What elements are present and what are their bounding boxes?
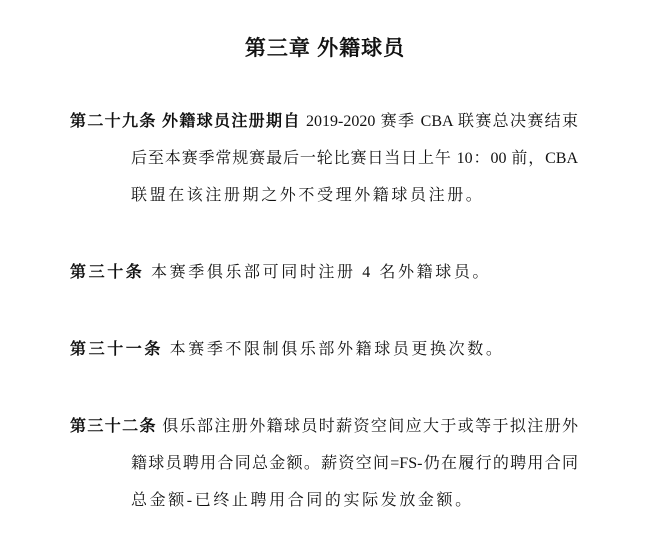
- article-30-text: 本赛季俱乐部可同时注册 4 名外籍球员。: [151, 264, 492, 281]
- article-29-line-1: [70, 112, 578, 132]
- article-32-heading: 第三十二条: [70, 418, 157, 435]
- article-30-heading: 第三十条: [70, 264, 145, 281]
- article-32-line-2: 籍球员聘用合同总金额。薪资空间=FS-仍在履行的聘用合同: [131, 455, 578, 472]
- article-32-line-3: 总金额-已终止聘用合同的实际发放金额。: [131, 492, 474, 509]
- article-32-text: 俱乐部注册外籍球员时薪资空间应大于或等于拟注册外: [162, 418, 578, 435]
- article-30: [70, 263, 491, 283]
- article-32-line-1: [70, 417, 578, 437]
- article-29-line-2: 后至本赛季常规赛最后一轮比赛日当日上午 10：00 前，CBA: [131, 150, 578, 167]
- chapter-title: 第三章 外籍球员: [244, 36, 406, 60]
- article-31: [70, 340, 504, 360]
- article-31-text: 本赛季不限制俱乐部外籍球员更换次数。: [169, 341, 505, 358]
- article-29-line-3: 联盟在该注册期之外不受理外籍球员注册。: [131, 187, 485, 204]
- article-29-heading: 第二十九条 外籍球员注册期自: [70, 113, 301, 130]
- article-31-heading: 第三十一条: [70, 341, 164, 358]
- article-29-text: 2019-2020 赛季 CBA 联赛总决赛结束: [306, 113, 578, 130]
